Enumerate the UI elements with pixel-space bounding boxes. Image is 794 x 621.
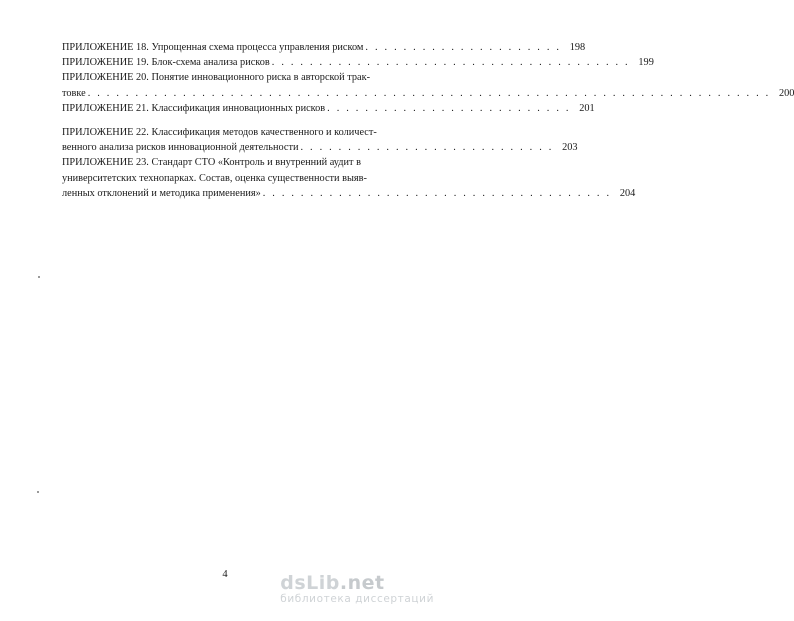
toc-entry-appendix-18[interactable] xyxy=(62,40,586,55)
toc-page-number: 201 xyxy=(579,102,595,114)
toc-entry-title-line: ленных отклонений и методика применения» xyxy=(62,187,261,199)
toc-leader-dots: . . . . . . . . . . . . . . . . . . . . . . . . . . . . . . . . . . . . . xyxy=(262,187,612,199)
toc-entry-appendix-23[interactable] xyxy=(62,155,636,201)
toc-entry-appendix-19[interactable] xyxy=(62,55,654,70)
toc-leader-dots: . . . . . . . . . . . . . . . . . . . . . . . . . . xyxy=(327,102,571,114)
toc-leader-dots: . . . . . . . . . . . . . . . . . . . . . xyxy=(365,42,562,53)
watermark-logo xyxy=(280,573,434,606)
toc-entry-title-line: товке xyxy=(62,87,86,99)
watermark-logo-text xyxy=(280,573,434,593)
toc-entry-title-line: университетских технопарках. Состав, оценка существенности выяв- xyxy=(62,172,367,184)
scan-speck xyxy=(37,491,39,493)
toc-leader-dots: . . . . . . . . . . . . . . . . . . . . . . . . . . . xyxy=(300,142,554,154)
toc-entry-appendix-22[interactable] xyxy=(62,125,578,155)
watermark-logo-main: dsLib xyxy=(280,572,340,594)
toc-entry-title: ПРИЛОЖЕНИЕ 18. Упрощенная схема процесса управления риском xyxy=(62,42,364,53)
toc-page-number: 204 xyxy=(619,187,636,199)
toc-entry-title: ПРИЛОЖЕНИЕ 19. Блок-схема анализа рисков xyxy=(62,57,270,69)
toc-entry-title: ПРИЛОЖЕНИЕ 21. Классификация инновационных рисков xyxy=(62,102,326,114)
toc-entry-title-line: ПРИЛОЖЕНИЕ 23. Стандарт СТО «Контроль и внутренний аудит в xyxy=(62,157,361,169)
toc-entry-title-line: ПРИЛОЖЕНИЕ 22. Классификация методов качественного и количест- xyxy=(62,127,377,139)
toc-page-number: 198 xyxy=(569,42,586,53)
scan-speck xyxy=(38,276,40,278)
watermark-logo-suffix: .net xyxy=(339,572,385,594)
toc-leader-dots: . . . . . . . . . . . . . . . . . . . . . . . . . . . . . . . . . . . . . . xyxy=(271,57,630,69)
table-of-contents xyxy=(62,40,794,201)
toc-page-number: 199 xyxy=(638,57,654,69)
toc-entry-appendix-20[interactable] xyxy=(62,70,794,100)
page-number: 4 xyxy=(222,569,228,580)
toc-entry-appendix-21[interactable] xyxy=(62,101,595,116)
watermark-tagline: библиотека диссертаций xyxy=(280,593,434,605)
toc-leader-dots: . . . . . . . . . . . . . . . . . . . . . . . . . . . . . . . . . . . . . . . . . . . . . . . . . . . . . . . . . . . . . . . . . . . . . . . . xyxy=(87,87,771,99)
toc-page-number: 203 xyxy=(562,142,578,154)
toc-entry-title-line: ПРИЛОЖЕНИЕ 20. Понятие инновационного риска в авторской трак- xyxy=(62,72,371,84)
toc-entry-title-line: венного анализа рисков инновационной деятельности xyxy=(62,142,299,154)
toc-page-number: 200 xyxy=(778,87,794,99)
